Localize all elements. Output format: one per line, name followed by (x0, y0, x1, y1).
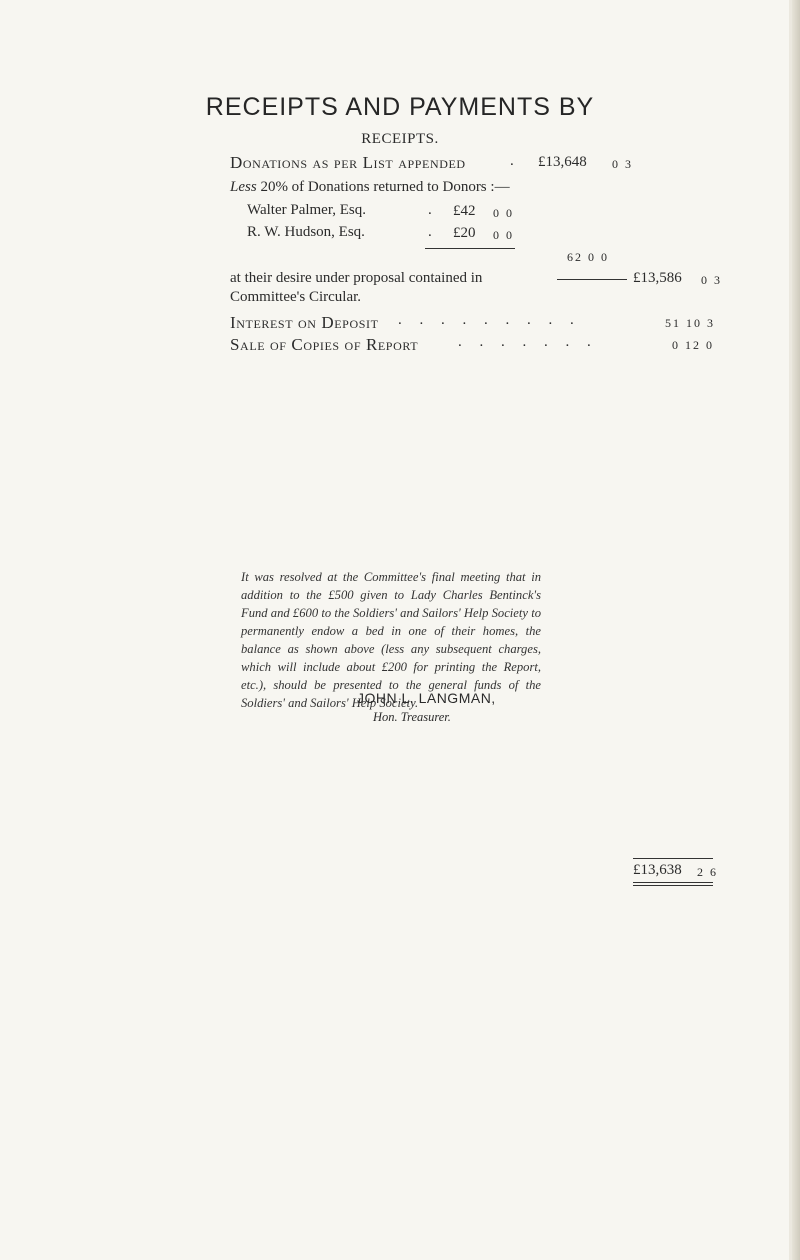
net-donations-pounds: £13,586 (633, 270, 682, 286)
return-amount-palmer-sd: 0 0 (493, 206, 514, 220)
less-returned-line (230, 179, 510, 196)
page-title: RECEIPTS AND PAYMENTS BY (205, 93, 595, 121)
return-leader-palmer: . (428, 202, 432, 218)
interest-label: Interest on Deposit (230, 313, 379, 332)
sale-label: Sale of Copies of Report (230, 335, 419, 354)
total-double-rule-2 (633, 885, 713, 886)
page-edge (792, 0, 800, 1260)
desire-text-line1: at their desire under proposal contained in (230, 270, 483, 286)
return-amount-palmer-pounds: £42 (453, 203, 476, 219)
signature-name: JOHN L. LANGMAN, (357, 690, 496, 706)
return-name-palmer: Walter Palmer, Esq. (247, 202, 366, 218)
return-amount-hudson-sd: 0 0 (493, 228, 514, 242)
donations-amount-sd: 0 3 (612, 157, 633, 171)
interest-dots: . . . . . . . . . (398, 312, 581, 328)
net-donations-sd: 0 3 (701, 273, 722, 287)
less-text: 20% of Donations returned to Donors :— (256, 179, 510, 195)
donations-amount-pounds: £13,648 (538, 154, 587, 170)
returns-subtotal-rule (425, 248, 515, 249)
net-donations-rule (557, 279, 627, 280)
return-amount-hudson-pounds: £20 (453, 225, 476, 241)
sale-amount: 0 12 0 (672, 338, 714, 352)
less-word: Less (230, 179, 257, 195)
interest-amount: 51 10 3 (665, 316, 715, 330)
total-pounds: £13,638 (633, 862, 682, 878)
total-sd: 2 6 (697, 865, 718, 879)
signature-title: Hon. Treasurer. (373, 710, 451, 724)
donations-label: Donations as per List appended (230, 153, 466, 172)
returns-total: 62 0 0 (567, 250, 609, 264)
sale-dots: . . . . . . . (458, 334, 598, 350)
total-double-rule-1 (633, 882, 713, 883)
total-top-rule (633, 858, 713, 859)
resolution-note: It was resolved at the Committee's final meeting that in addition to the £500 given to Lady Charles Bentinck's Fund and £600 to the Soldiers' and Sailors' Help Society to permanently endow a bed in one of their homes, the balance as shown above (less any subsequent charges, which will include about £200 for printing the Report, etc.), should be presented to the general funds of the Soldiers' and Sailors' Help Society. (241, 570, 541, 710)
section-heading-receipts: RECEIPTS. (361, 131, 439, 147)
desire-text-line2: Committee's Circular. (230, 289, 362, 305)
return-name-hudson: R. W. Hudson, Esq. (247, 224, 365, 240)
donations-leader: . (510, 153, 514, 169)
return-leader-hudson: . (428, 224, 432, 240)
